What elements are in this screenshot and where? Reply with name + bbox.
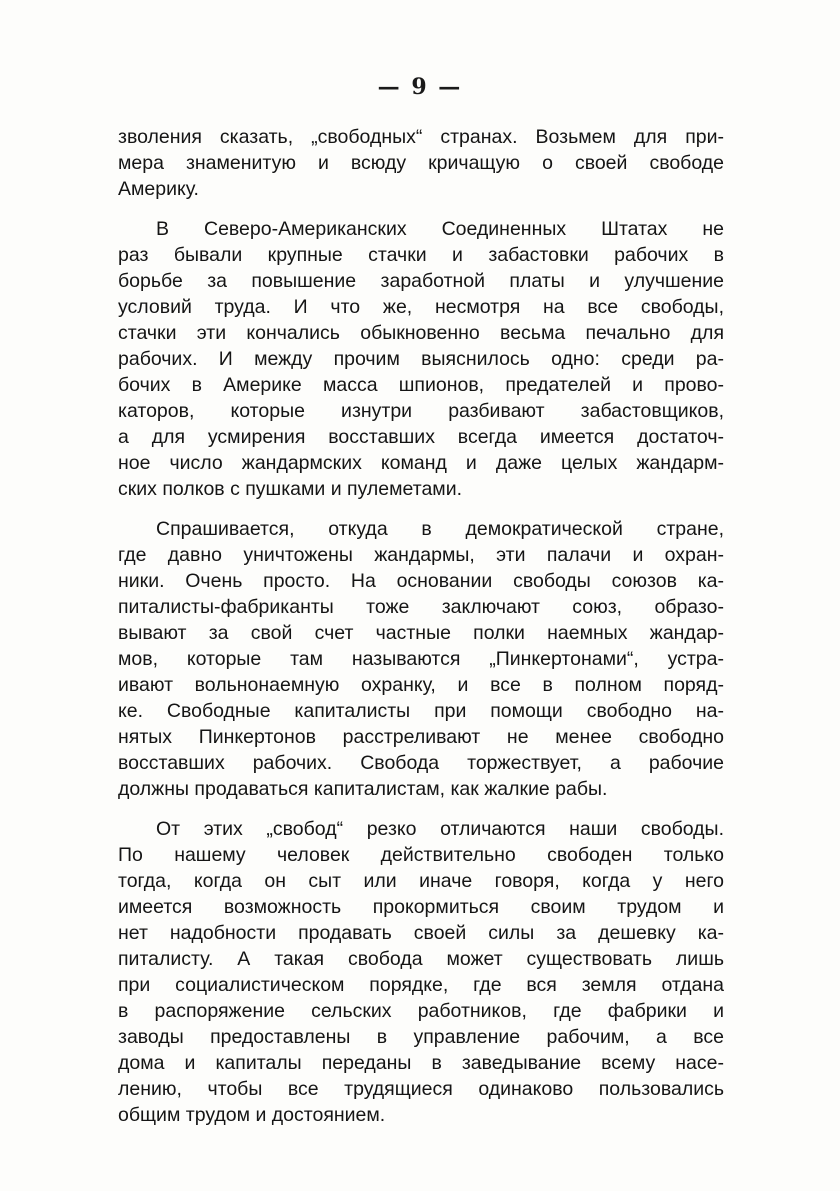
text-line: каторов, которые изнутри разбивают забастовщиков, [118,400,724,422]
text-line: мов, которые там называются „Пинкертонами“, устра- [118,648,724,670]
text-line: заводы предоставлены в управление рабочим, а все [118,1026,724,1048]
text-line: зволения сказать, „свободных“ странах. Возьмем для при- [118,126,724,148]
text-body [118,124,724,1142]
text-line: дома и капиталы переданы в заведывание всему насе- [118,1052,724,1074]
text-line: условий труда. И что же, несмотря на все свободы, [118,296,724,318]
text-line: тогда, когда он сыт или иначе говоря, когда у него [118,870,724,892]
text-line: рабочих. И между прочим выяснилось одно: среди ра- [118,348,724,370]
text-line: должны продаваться капиталистам, как жалкие рабы. [118,778,608,800]
text-line: мера знаменитую и всюду кричащую о своей свободе [118,152,724,174]
text-line: В Северо-Американских Соединенных Штатах не [156,218,724,240]
text-line: восставших рабочих. Свобода торжествует, а рабочие [118,752,724,774]
paragraph-1 [118,124,724,202]
text-line: Америку. [118,178,199,200]
text-line: вывают за свой счет частные полки наемных жандар- [118,622,724,644]
text-line: ивают вольнонаемную охранку, и все в полном поряд- [118,674,724,696]
text-line: лению, чтобы все трудящиеся одинаково пользовались [118,1078,724,1100]
text-line: стачки эти кончались обыкновенно весьма печально для [118,322,724,344]
text-line: имеется возможность прокормиться своим трудом и [118,896,724,918]
text-line: От этих „свобод“ резко отличаются наши свободы. [156,818,724,840]
paragraph-3 [118,516,724,802]
text-line: нятых Пинкертонов расстреливают не менее свободно [118,726,724,748]
text-line: питалисту. А такая свобода может существовать лишь [118,948,724,970]
text-line: раз бывали крупные стачки и забастовки рабочих в [118,244,724,266]
text-line: питалисты-фабриканты тоже заключают союз, образо- [118,596,724,618]
text-line: при социалистическом порядке, где вся земля отдана [118,974,724,996]
text-line: общим трудом и достоянием. [118,1104,386,1126]
text-line: а для усмирения восставших всегда имеется достаточ- [118,426,724,448]
text-line: ских полков с пушками и пулеметами. [118,478,463,500]
text-line: бочих в Америке масса шпионов, предателей и прово- [118,374,724,396]
text-line: Спрашивается, откуда в демократической стране, [156,518,724,540]
text-line: где давно уничтожены жандармы, эти палачи и охран- [118,544,724,566]
page-number: — 9 — [377,74,463,100]
text-line: в распоряжение сельских работников, где фабрики и [118,1000,724,1022]
text-line: ке. Свободные капиталисты при помощи свободно на- [118,700,724,722]
text-line: нет надобности продавать своей силы за дешевку ка- [118,922,724,944]
text-line: По нашему человек действительно свободен только [118,844,724,866]
text-line: ники. Очень просто. На основании свободы союзов ка- [118,570,724,592]
paragraph-2 [118,216,724,502]
text-line: ное число жандармских команд и даже целых жандарм- [118,452,724,474]
text-line: борьбе за повышение заработной платы и улучшение [118,270,724,292]
paragraph-4 [118,816,724,1128]
